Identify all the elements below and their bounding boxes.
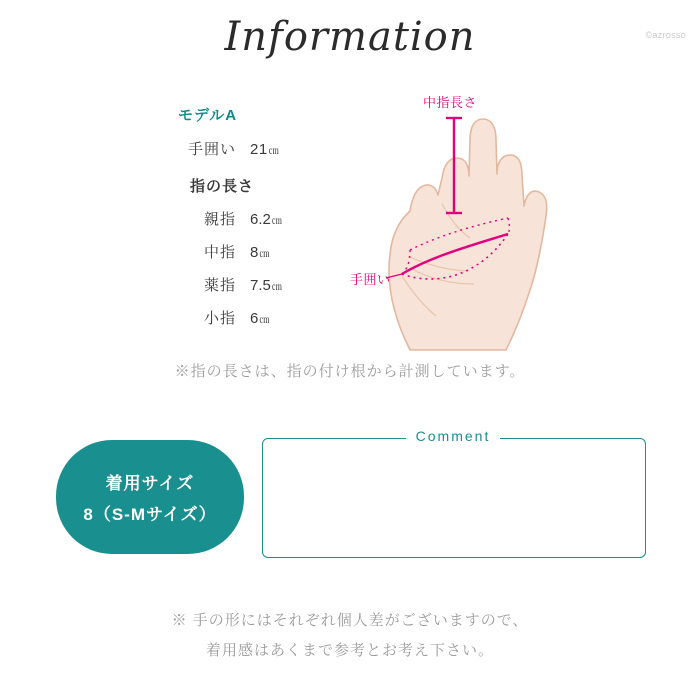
- spec-unit: ㎝: [268, 146, 280, 157]
- footer-note-line-1: ※ 手の形にはそれぞれ個人差がございますので、: [171, 612, 529, 629]
- hand-diagram: [350, 78, 600, 353]
- finger-value: [250, 277, 282, 294]
- finger-value: [250, 310, 269, 327]
- page-title: Information: [224, 14, 476, 60]
- finger-unit: ㎝: [259, 249, 270, 260]
- footer-note-line-2: 着用感はあくまで参考とお考え下さい。: [205, 642, 494, 659]
- finger-unit: ㎝: [271, 282, 282, 293]
- finger-value: [250, 244, 269, 261]
- hand-circumference-label: 手囲い: [350, 272, 391, 287]
- spec-list: [150, 104, 340, 328]
- spec-number: 21: [250, 141, 268, 158]
- comment-box[interactable]: [262, 438, 646, 558]
- finger-name: 中指: [203, 244, 236, 261]
- spec-row-hand-circumference: [150, 138, 340, 159]
- finger-name: 小指: [203, 310, 236, 327]
- comment-label-text: Comment: [406, 428, 501, 444]
- fingers-heading: 指の長さ: [190, 178, 255, 195]
- finger-unit: ㎝: [259, 315, 270, 326]
- worn-size-value: 8（S-Mサイズ）: [83, 505, 217, 524]
- worn-size-label: 着用サイズ: [105, 474, 195, 493]
- finger-measure-note: ※指の長さは、指の付け根から計測しています。: [174, 363, 526, 380]
- footer-note: [0, 606, 700, 666]
- finger-number: 6.2: [250, 211, 271, 228]
- finger-number: 8: [250, 244, 259, 261]
- spec-value: [250, 141, 279, 158]
- spec-key: 手囲い: [187, 141, 236, 158]
- worn-size-badge: [56, 440, 244, 554]
- finger-row: [150, 307, 340, 328]
- finger-row: [150, 241, 340, 262]
- comment-input[interactable]: [264, 453, 644, 553]
- finger-value: [250, 211, 282, 228]
- finger-unit: ㎝: [271, 216, 282, 227]
- middle-finger-length-label: 中指長さ: [423, 95, 478, 110]
- finger-name: 親指: [203, 211, 236, 228]
- copyright-text: ©azrosso: [645, 30, 686, 40]
- model-label: モデルA: [178, 107, 238, 124]
- finger-number: 7.5: [250, 277, 271, 294]
- comment-label: [262, 428, 644, 444]
- finger-row: [150, 208, 340, 229]
- hand-shape: [389, 119, 547, 350]
- finger-number: 6: [250, 310, 259, 327]
- finger-row: [150, 274, 340, 295]
- finger-name: 薬指: [203, 277, 236, 294]
- hand-illustration-svg: [350, 78, 600, 353]
